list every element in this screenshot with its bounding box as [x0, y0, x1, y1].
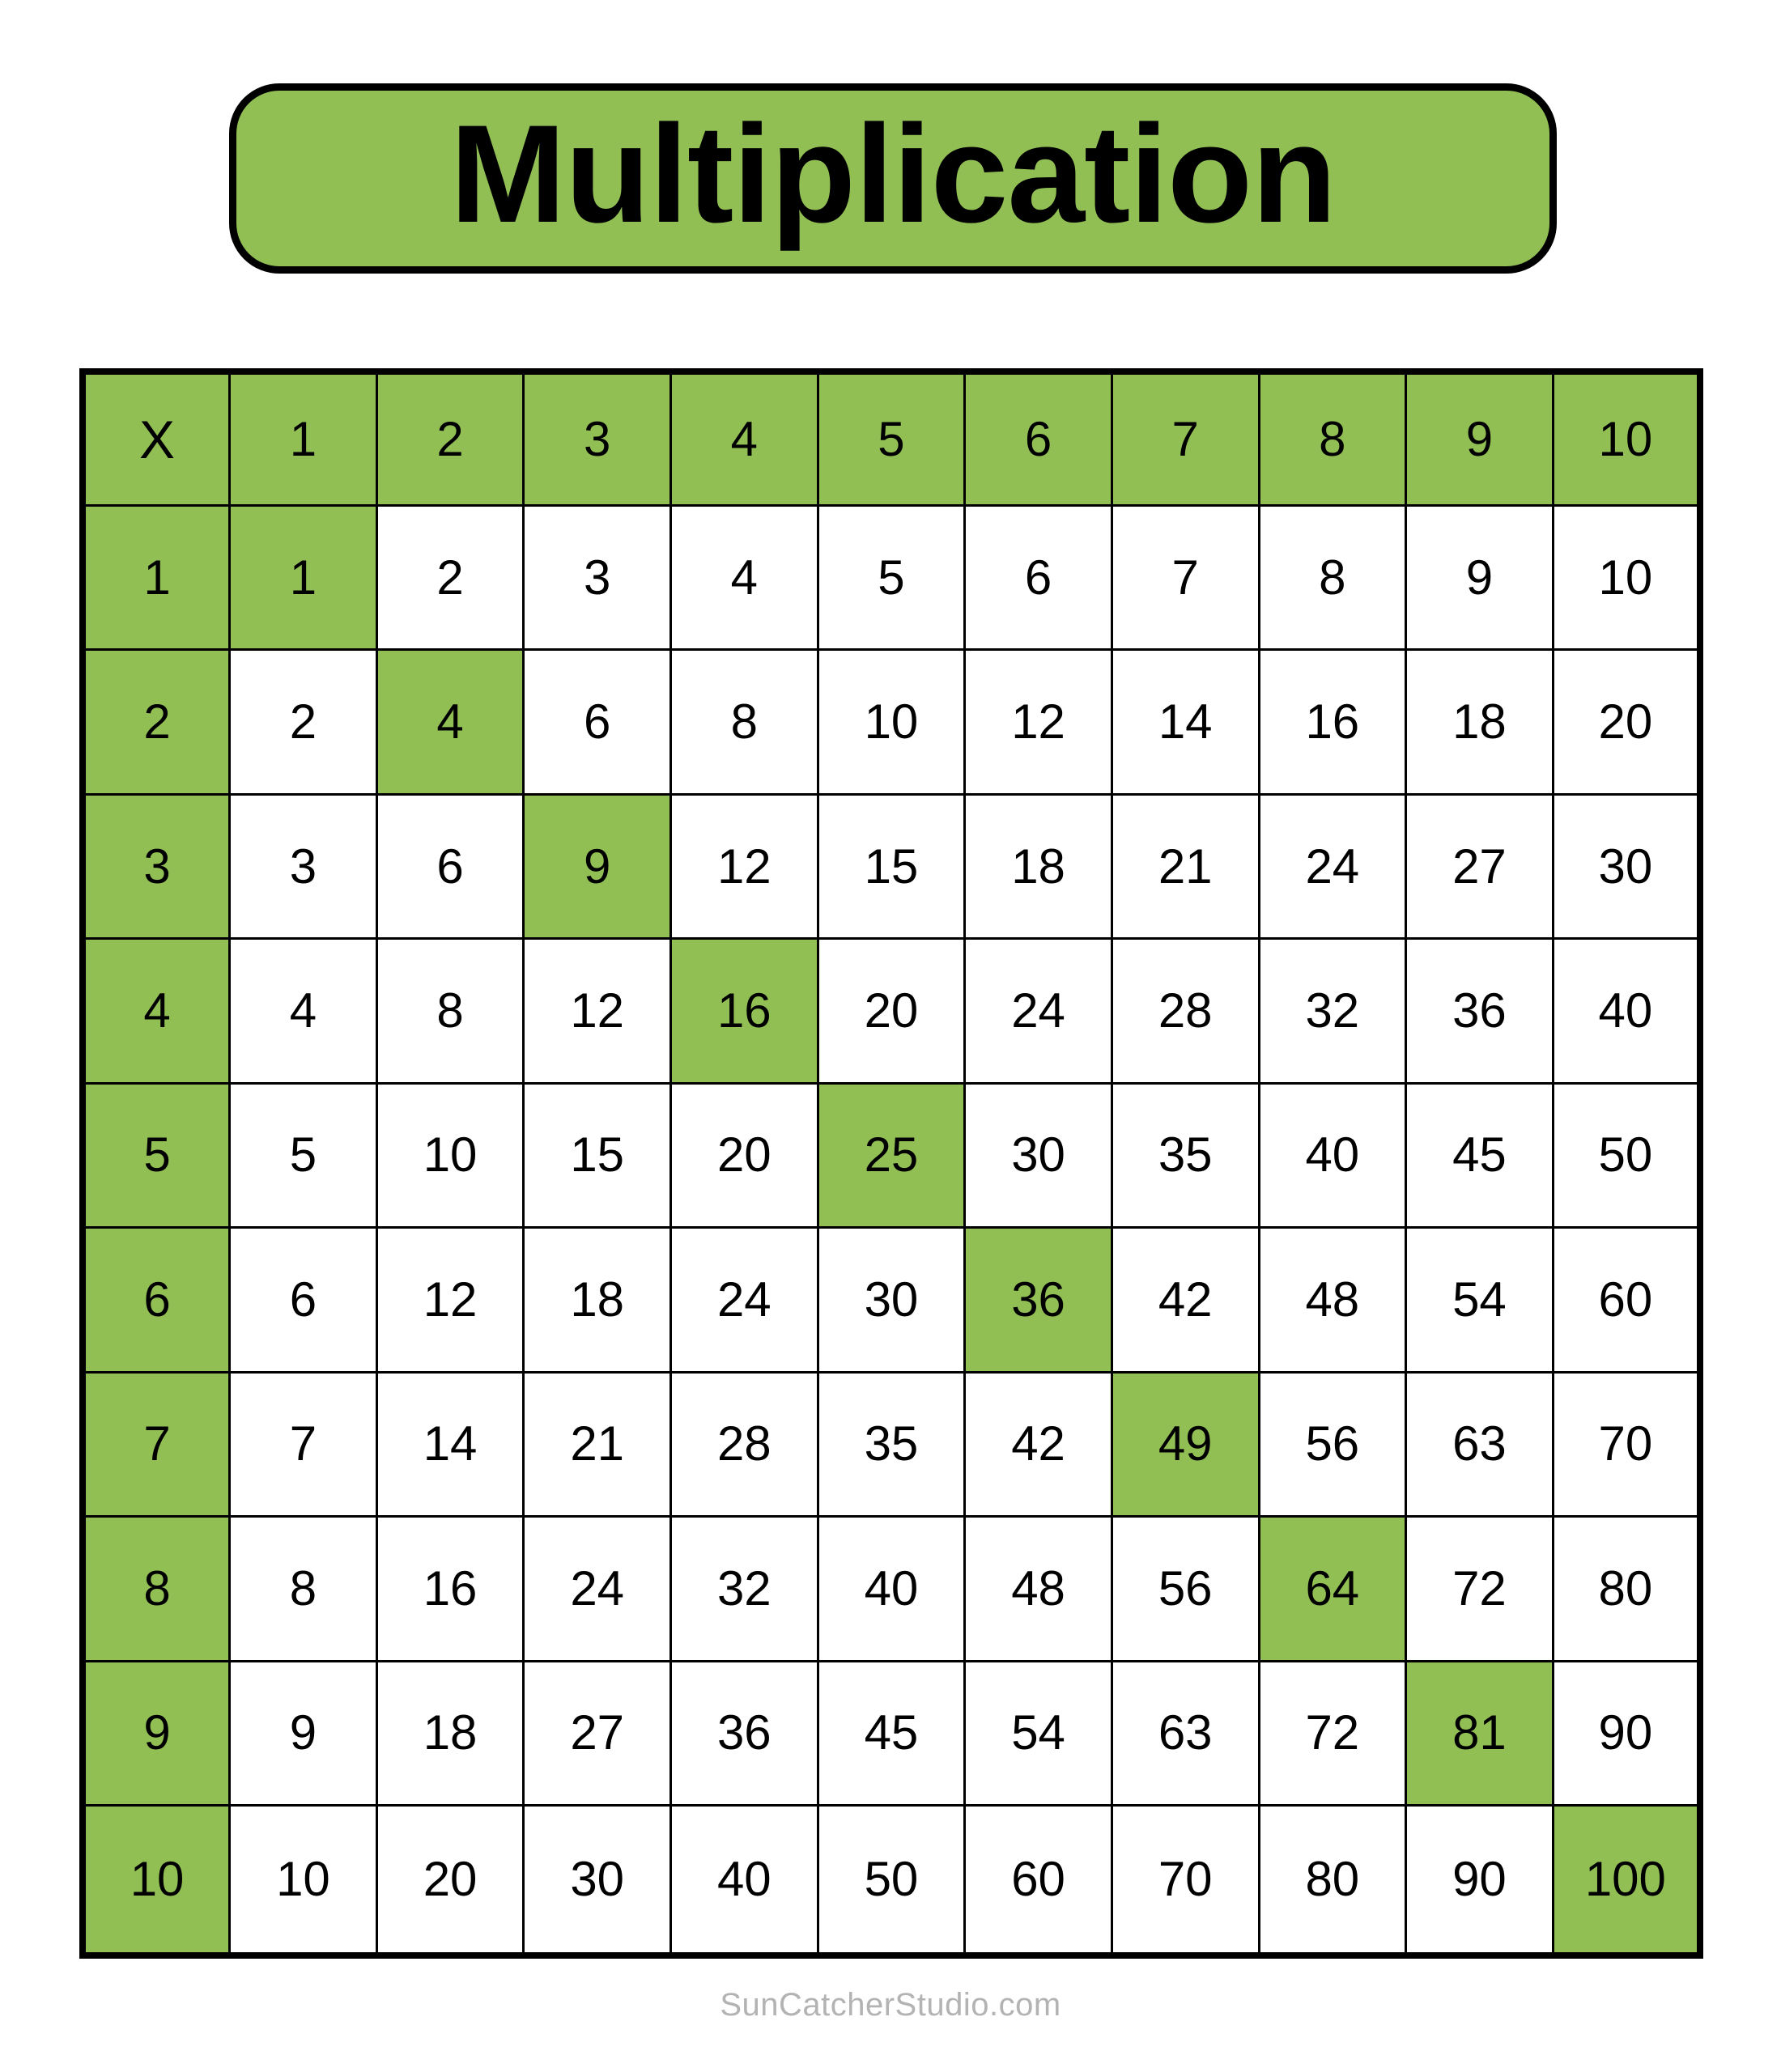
- product-cell: 14: [376, 1372, 524, 1516]
- product-cell: 10: [1553, 506, 1700, 650]
- product-cell: 72: [1259, 1661, 1406, 1805]
- product-cell: 12: [965, 650, 1112, 794]
- product-cell: 9: [1406, 506, 1554, 650]
- product-cell: 32: [671, 1517, 818, 1661]
- product-cell: 15: [524, 1083, 671, 1227]
- product-cell: 20: [376, 1805, 524, 1955]
- product-cell: 8: [1259, 506, 1406, 650]
- product-cell: 4: [230, 939, 377, 1083]
- page-title: Multiplication: [449, 96, 1337, 252]
- product-cell: 12: [376, 1228, 524, 1372]
- row-header-cell: 8: [83, 1517, 230, 1661]
- column-header-cell: 9: [1406, 372, 1554, 506]
- product-cell: 15: [818, 794, 965, 938]
- product-cell: 21: [524, 1372, 671, 1516]
- product-cell: 18: [524, 1228, 671, 1372]
- product-cell: 90: [1553, 1661, 1700, 1805]
- product-cell: 60: [965, 1805, 1112, 1955]
- product-cell: 45: [818, 1661, 965, 1805]
- product-cell: 27: [524, 1661, 671, 1805]
- product-cell: 16: [1259, 650, 1406, 794]
- product-cell: 40: [671, 1805, 818, 1955]
- title-banner-wrapper: [229, 83, 1557, 274]
- product-cell-highlighted: 36: [965, 1228, 1112, 1372]
- row-header-cell: 3: [83, 794, 230, 938]
- product-cell: 63: [1112, 1661, 1259, 1805]
- row-header-cell: 7: [83, 1372, 230, 1516]
- product-cell: 24: [1259, 794, 1406, 938]
- product-cell: 8: [671, 650, 818, 794]
- product-cell: 56: [1259, 1372, 1406, 1516]
- product-cell: 32: [1259, 939, 1406, 1083]
- product-cell: 24: [524, 1517, 671, 1661]
- row-header-cell: 10: [83, 1805, 230, 1955]
- product-cell: 10: [230, 1805, 377, 1955]
- product-cell: 48: [965, 1517, 1112, 1661]
- product-cell: 30: [1553, 794, 1700, 938]
- column-header-cell: 5: [818, 372, 965, 506]
- product-cell-highlighted: 9: [524, 794, 671, 938]
- product-cell: 3: [524, 506, 671, 650]
- row-header-cell: 1: [83, 506, 230, 650]
- table-row: [83, 794, 1700, 938]
- product-cell: 30: [524, 1805, 671, 1955]
- product-cell: 30: [965, 1083, 1112, 1227]
- product-cell: 12: [671, 794, 818, 938]
- product-cell: 48: [1259, 1228, 1406, 1372]
- product-cell-highlighted: 81: [1406, 1661, 1554, 1805]
- table-row: [83, 1372, 1700, 1516]
- row-header-cell: 9: [83, 1661, 230, 1805]
- product-cell: 12: [524, 939, 671, 1083]
- product-cell: 20: [1553, 650, 1700, 794]
- column-header-cell: 3: [524, 372, 671, 506]
- table-row: [83, 1228, 1700, 1372]
- column-header-cell: 1: [230, 372, 377, 506]
- product-cell: 28: [671, 1372, 818, 1516]
- product-cell: 40: [1553, 939, 1700, 1083]
- product-cell: 16: [376, 1517, 524, 1661]
- column-header-cell: 6: [965, 372, 1112, 506]
- product-cell: 10: [376, 1083, 524, 1227]
- row-header-cell: 2: [83, 650, 230, 794]
- product-cell: 42: [1112, 1228, 1259, 1372]
- row-header-cell: 6: [83, 1228, 230, 1372]
- row-header-cell: 5: [83, 1083, 230, 1227]
- product-cell: 14: [1112, 650, 1259, 794]
- product-cell: 24: [965, 939, 1112, 1083]
- product-cell-highlighted: 16: [671, 939, 818, 1083]
- multiplication-table-wrapper: [79, 368, 1703, 1959]
- product-cell-highlighted: 49: [1112, 1372, 1259, 1516]
- product-cell: 45: [1406, 1083, 1554, 1227]
- product-cell: 9: [230, 1661, 377, 1805]
- row-header-cell: 4: [83, 939, 230, 1083]
- product-cell: 60: [1553, 1228, 1700, 1372]
- product-cell: 18: [965, 794, 1112, 938]
- product-cell: 20: [818, 939, 965, 1083]
- product-cell: 18: [1406, 650, 1554, 794]
- product-cell: 2: [230, 650, 377, 794]
- product-cell: 6: [524, 650, 671, 794]
- product-cell: 30: [818, 1228, 965, 1372]
- product-cell: 42: [965, 1372, 1112, 1516]
- column-header-cell: 2: [376, 372, 524, 506]
- title-banner: [229, 83, 1557, 274]
- column-header-cell: 4: [671, 372, 818, 506]
- product-cell: 7: [230, 1372, 377, 1516]
- product-cell: 4: [671, 506, 818, 650]
- product-cell: 63: [1406, 1372, 1554, 1516]
- table-row: [83, 650, 1700, 794]
- product-cell: 5: [230, 1083, 377, 1227]
- table-row: [83, 1517, 1700, 1661]
- product-cell: 21: [1112, 794, 1259, 938]
- product-cell: 80: [1553, 1517, 1700, 1661]
- product-cell: 80: [1259, 1805, 1406, 1955]
- table-row: [83, 939, 1700, 1083]
- product-cell: 28: [1112, 939, 1259, 1083]
- product-cell: 50: [818, 1805, 965, 1955]
- table-corner-cell: X: [83, 372, 230, 506]
- product-cell: 24: [671, 1228, 818, 1372]
- product-cell: 27: [1406, 794, 1554, 938]
- footer-credit: SunCatcherStudio.com: [720, 1987, 1061, 2023]
- table-row: [83, 1661, 1700, 1805]
- product-cell: 36: [671, 1661, 818, 1805]
- product-cell: 54: [1406, 1228, 1554, 1372]
- column-header-cell: 8: [1259, 372, 1406, 506]
- table-row: [83, 506, 1700, 650]
- multiplication-table: [79, 368, 1703, 1959]
- table-header-row: [83, 372, 1700, 506]
- product-cell: 2: [376, 506, 524, 650]
- product-cell: 72: [1406, 1517, 1554, 1661]
- product-cell-highlighted: 64: [1259, 1517, 1406, 1661]
- product-cell-highlighted: 25: [818, 1083, 965, 1227]
- table-row: [83, 1805, 1700, 1955]
- product-cell: 7: [1112, 506, 1259, 650]
- column-header-cell: 7: [1112, 372, 1259, 506]
- product-cell: 54: [965, 1661, 1112, 1805]
- product-cell: 18: [376, 1661, 524, 1805]
- product-cell: 70: [1553, 1372, 1700, 1516]
- product-cell-highlighted: 100: [1553, 1805, 1700, 1955]
- product-cell: 20: [671, 1083, 818, 1227]
- product-cell: 8: [230, 1517, 377, 1661]
- product-cell: 70: [1112, 1805, 1259, 1955]
- product-cell: 40: [818, 1517, 965, 1661]
- product-cell: 6: [965, 506, 1112, 650]
- product-cell: 50: [1553, 1083, 1700, 1227]
- table-row: [83, 1083, 1700, 1227]
- product-cell: 6: [230, 1228, 377, 1372]
- product-cell: 5: [818, 506, 965, 650]
- product-cell: 3: [230, 794, 377, 938]
- product-cell: 35: [1112, 1083, 1259, 1227]
- product-cell-highlighted: 4: [376, 650, 524, 794]
- product-cell: 35: [818, 1372, 965, 1516]
- product-cell-highlighted: 1: [230, 506, 377, 650]
- product-cell: 36: [1406, 939, 1554, 1083]
- product-cell: 56: [1112, 1517, 1259, 1661]
- product-cell: 8: [376, 939, 524, 1083]
- product-cell: 10: [818, 650, 965, 794]
- product-cell: 6: [376, 794, 524, 938]
- product-cell: 90: [1406, 1805, 1554, 1955]
- product-cell: 40: [1259, 1083, 1406, 1227]
- column-header-cell: 10: [1553, 372, 1700, 506]
